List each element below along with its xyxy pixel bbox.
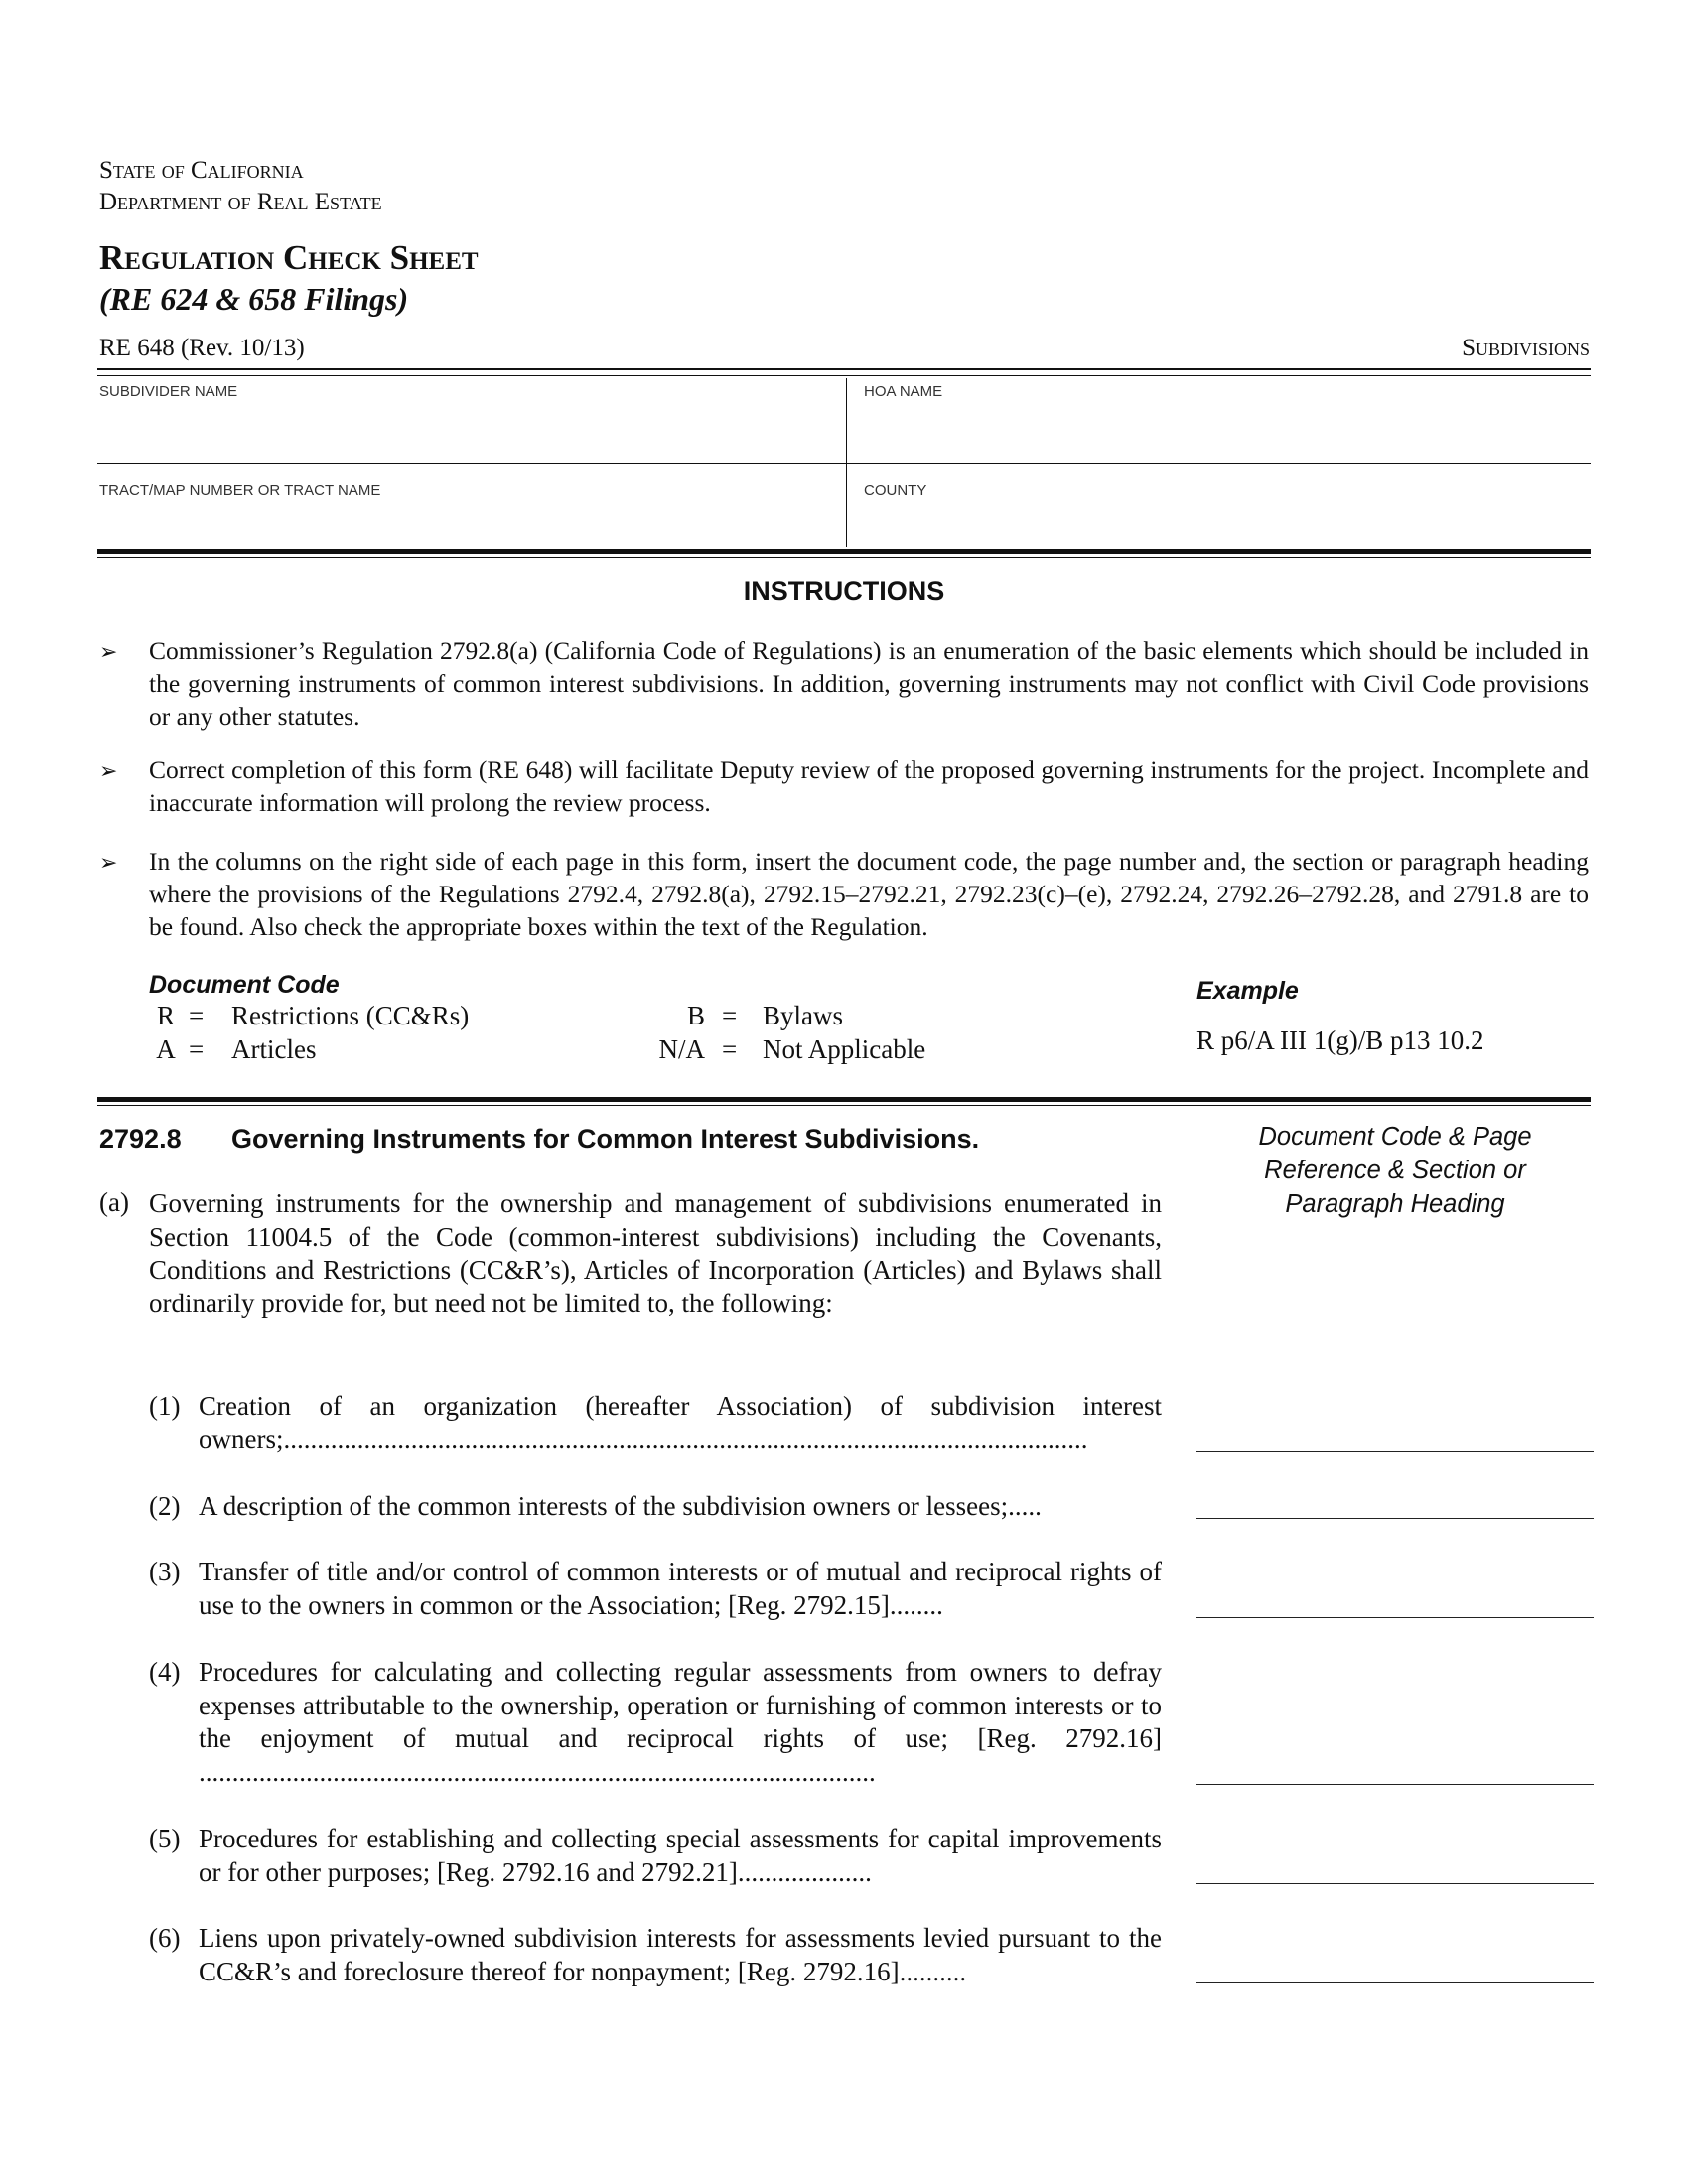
code-letter: B [686,1001,705,1030]
form-number: RE 648 (Rev. 10/13) [99,335,305,361]
division-label: Subdivisions [1462,335,1590,361]
instructions-rule-thin [97,557,1591,558]
document-code-heading: Document Code [149,971,340,999]
instructions-heading: INSTRUCTIONS [743,576,945,606]
header-rule-thin [97,375,1591,376]
code-letter: N/A [658,1034,705,1064]
right-column-heading-line: Document Code & Page [1258,1123,1532,1151]
bullet-arrow-icon: ➢ [99,639,118,664]
answer-line[interactable] [1196,1617,1594,1618]
code-meaning: Restrictions (CC&Rs) [231,1001,470,1030]
item-number: (1) [149,1391,181,1421]
bullet-arrow-icon: ➢ [99,758,118,783]
example-value: R p6/A III 1(g)/B p13 10.2 [1196,1025,1484,1055]
section-title: Governing Instruments for Common Interest Subdivisions. [231,1124,980,1154]
code-meaning: Articles [231,1034,317,1064]
subdivider-name-label: SUBDIVIDER NAME [99,383,238,400]
code-meaning: Bylaws [763,1001,843,1030]
section-rule-thick [97,1097,1591,1102]
item-number: (2) [149,1491,181,1521]
hoa-name-label: HOA NAME [864,383,943,400]
item-number: (5) [149,1824,181,1853]
subsection-text: Governing instruments for the ownership and management of subdivisions enumerated in Section 11004.5 of the Code (common-interest subdivisions) including the Covenants, Conditions and Restrictions (CC&R’s), Articles of Incorporation (Articles) and Bylaws shall ordinarily provide for, but need not be limited to, the following: [149,1188,1162,1318]
bullet-arrow-icon: ➢ [99,850,118,875]
item-text: A description of the common interests of the subdivision owners or lessees;..... [199,1491,1042,1521]
instruction-item: Commissioner’s Regulation 2792.8(a) (California Code of Regulations) is an enumeration of the basic elements which should be included in the governing instruments of common interest subdivisions. In addition, governing instruments may not conflict with Civil Code provisions or any other statutes. [149,636,1589,731]
right-column-heading-line: Paragraph Heading [1285,1190,1505,1218]
right-column-heading-line: Reference & Section or [1264,1157,1526,1184]
agency-line-2: Department of Real Estate [99,189,382,215]
item-number: (3) [149,1557,181,1586]
list-item [149,1556,1162,1622]
answer-line[interactable] [1196,1883,1594,1884]
answer-line[interactable] [1196,1518,1594,1519]
tract-map-label: TRACT/MAP NUMBER OR TRACT NAME [99,482,381,499]
instruction-item: Correct completion of this form (RE 648) will facilitate Deputy review of the proposed governing instruments for the project. Incomplete and inaccurate information will prolong the review process. [149,755,1589,817]
code-letter: A [156,1034,176,1064]
county-label: COUNTY [864,482,927,499]
instructions-rule-thick [97,549,1591,554]
instruction-item: In the columns on the right side of each page in this form, insert the document code, the page number and, the section or paragraph heading where the provisions of the Regulations 2792.4, 2792.8(a), 2792.15–2792.21, 2792.23(c)–(e), 2792.24, 2792.26–2792.28, and 2791.8 are to be found. Also check the appropriate boxes within the text of the Regulation. [149,847,1589,941]
list-item [149,1490,1162,1524]
header-rule [97,368,1591,370]
form-title: Regulation Check Sheet [99,238,479,277]
example-heading: Example [1196,977,1299,1005]
agency-line-1: State of California [99,157,304,184]
field-row-divider [97,463,1591,464]
list-item [149,1390,1162,1456]
item-number: (4) [149,1657,181,1687]
code-equals: = [189,1001,205,1030]
list-item [149,1922,1162,1988]
answer-line[interactable] [1196,1784,1594,1785]
answer-line[interactable] [1196,1982,1594,1983]
section-number: 2792.8 [99,1124,182,1154]
answer-line[interactable] [1196,1451,1594,1452]
item-text: Creation of an organization (hereafter Association) of subdivision interest owners;........................................................................................................................ [199,1391,1162,1454]
code-equals: = [189,1034,205,1064]
form-subtitle: (RE 624 & 658 Filings) [99,281,409,317]
item-text: Procedures for establishing and collecting special assessments for capital improvements or for other purposes; [Reg. 2792.16 and 2792.21].................... [199,1824,1162,1887]
subsection-label: (a) [99,1187,129,1217]
code-meaning: Not Applicable [763,1034,926,1064]
item-text: Transfer of title and/or control of common interests or of mutual and reciprocal rights of use to the owners in common or the Association; [Reg. 2792.15]........ [199,1557,1162,1620]
code-letter: R [156,1001,175,1030]
list-item [149,1656,1162,1789]
code-equals: = [722,1034,738,1064]
item-text: Procedures for calculating and collecting regular assessments from owners to defray expenses attributable to the ownership, operation or furnishing of common interests or to the enjoyment of mutual and reciprocal rights of use; [Reg. 2792.16] ..................................................................................................... [199,1657,1162,1787]
list-item [149,1823,1162,1889]
section-rule-thin [97,1105,1591,1106]
code-equals: = [722,1001,738,1030]
item-text: Liens upon privately-owned subdivision interests for assessments levied pursuant to the CC&R’s and foreclosure thereof for nonpayment; [Reg. 2792.16].......... [199,1923,1162,1986]
item-number: (6) [149,1923,181,1953]
right-column-heading [1192,1120,1599,1221]
